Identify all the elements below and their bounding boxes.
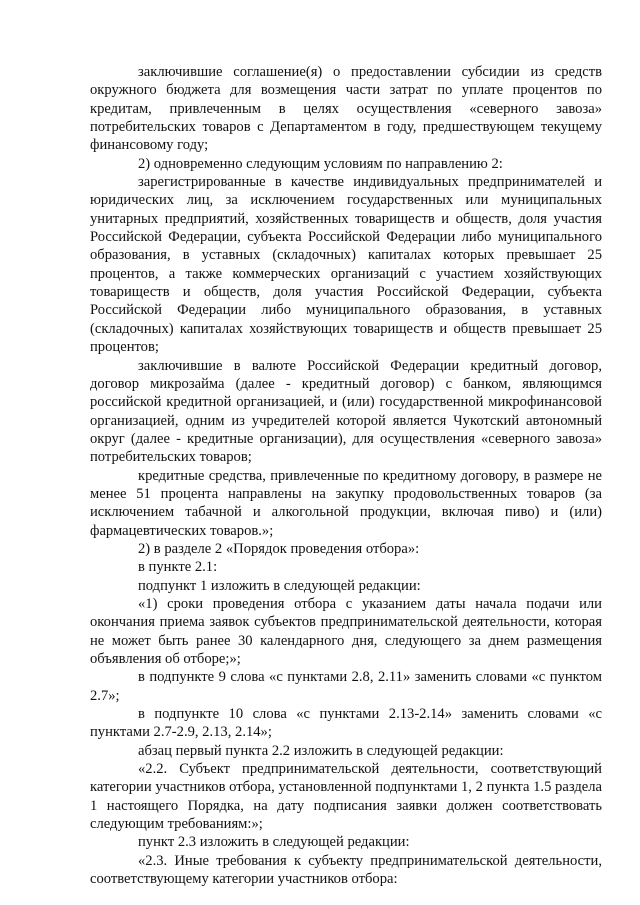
paragraph-7: в пункте 2.1: [138,559,218,576]
document-body [90,63,602,888]
paragraph-3: зарегистрированные в качестве индивидуальных предпринимателей и юридических лиц, за исключением государственных или муниципальных унитарных предприятий, хозяйственных товариществ и обществ, доля участия Российской Федерации, субъекта Российской Федерации либо муниципального образования, в уставных (складочных) капиталах которых превышает 25 процентов, а также коммерческих организаций с участием хозяйствующих товариществ и обществ, доля участия Российской Федерации, субъекта Российской Федерации либо муниципального образования, в уставных (складочных) капиталах хозяйствующих товариществ и обществ превышает 25 процентов; [90,174,602,356]
paragraph-11: в подпункте 10 слова «с пунктами 2.13-2.14» заменить словами «с пунктами 2.7-2.9, 2.13, 2.14»; [90,706,602,741]
paragraph-13: «2.2. Субъект предпринимательской деятельности, соответствующий категории участников отбора, установленной подпунктами 1, 2 пункта 1.5 раздела 1 настоящего Порядка, на дату подписания заявки должен соответствовать следующим требованиям:»; [90,761,602,833]
paragraph-1: заключившие соглашение(я) о предоставлении субсидии из средств окружного бюджета для возмещения части затрат по уплате процентов по кредитам, привлеченным в целях осуществления «северного завоза» потребительских товаров с Департаментом в году, предшествующем текущему финансовому году; [90,64,602,154]
paragraph-15: «2.3. Иные требования к субъекту предпринимательской деятельности, соответствующему категории участников отбора: [90,852,602,888]
paragraph-10: в подпункте 9 слова «с пунктами 2.8, 2.11» заменить словами «с пунктом 2.7»; [90,669,602,704]
paragraph-12: абзац первый пункта 2.2 изложить в следующей редакции: [138,742,504,759]
paragraph-14: пункт 2.3 изложить в следующей редакции: [138,834,410,851]
paragraph-5: кредитные средства, привлеченные по кредитному договору, в размере не менее 51 процента направлены на закупку продовольственных товаров (за исключением табачной и алкогольной продукции, включая пиво) и (или) фармацевтических товаров.»; [90,467,602,539]
paragraph-4: заключившие в валюте Российской Федерации кредитный договор, договор микрозайма (далее - кредитный договор) с банком, являющимся российской кредитной организацией, и (или) государственной микрофинансовой организацией, одним из учредителей которой является Чукотский автономный округ (далее - кредитные организации), для осуществления «северного завоза» потребительских товаров; [90,357,602,466]
paragraph-6: 2) в разделе 2 «Порядок проведения отбора»: [138,540,420,557]
paragraph-2: 2) одновременно следующим условиям по направлению 2: [138,155,503,172]
paragraph-8: подпункт 1 изложить в следующей редакции: [138,577,421,594]
paragraph-9: «1) сроки проведения отбора с указанием даты начала подачи или окончания приема заявок субъектов предпринимательской деятельности, которая не может быть ранее 30 календарного дня, следующего за днем размещения объявления об отборе;»; [90,595,602,667]
